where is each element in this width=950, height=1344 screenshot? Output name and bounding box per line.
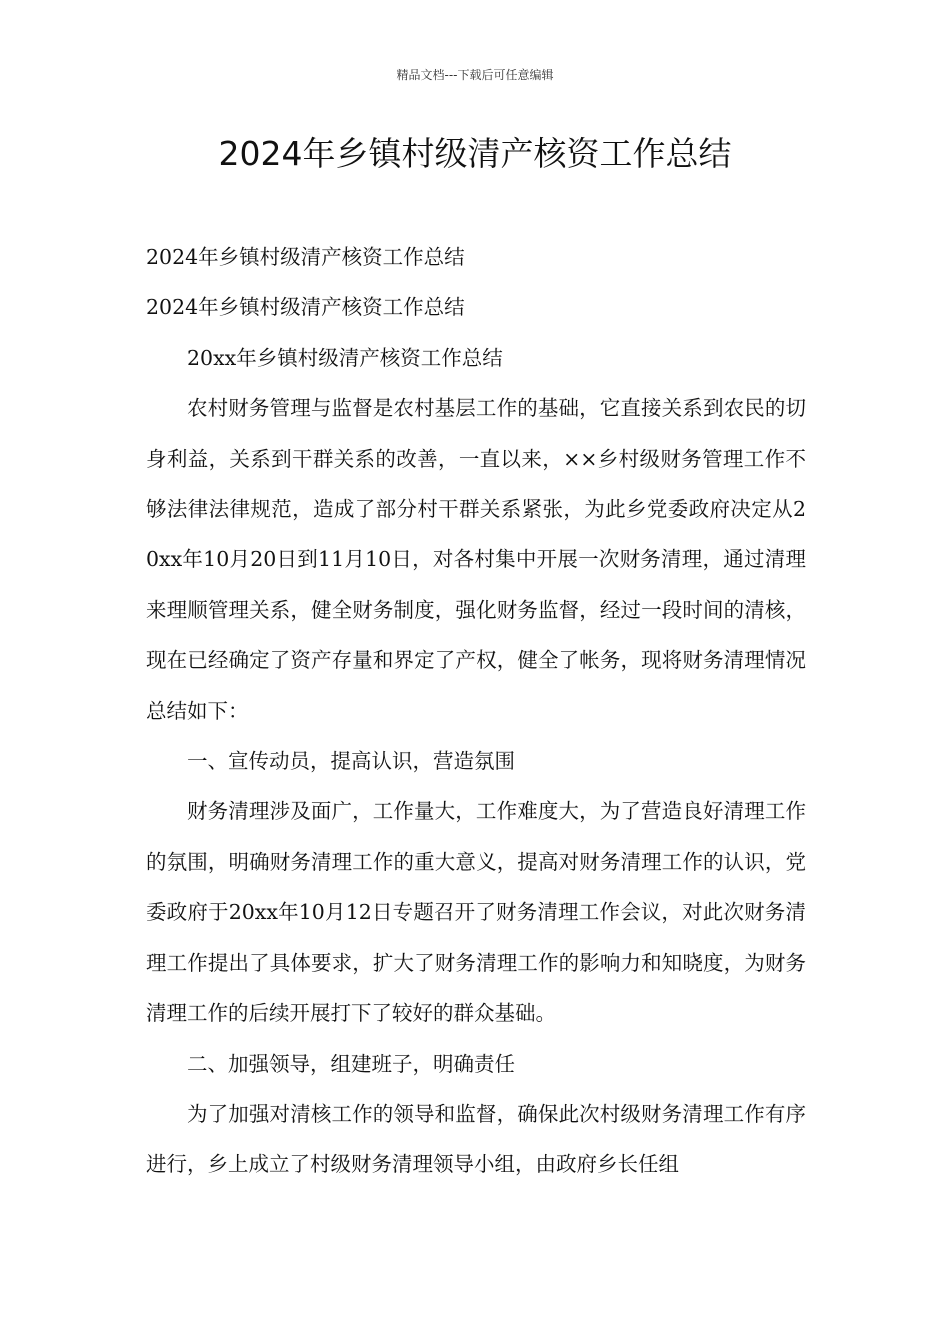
paragraph-section-2: 为了加强对清核工作的领导和监督，确保此次村级财务清理工作有序进行，乡上成立了村级财务清理领导小组，由政府乡长任组	[146, 1101, 806, 1177]
page-title: 2024年乡镇村级清产核资工作总结	[218, 134, 732, 173]
header-note: 精品文档---下载后可任意编辑	[396, 68, 554, 82]
section-heading-2: 二、加强领导，组建班子，明确责任	[187, 1051, 515, 1076]
paragraph-intro: 农村财务管理与监督是农村基层工作的基础，它直接关系到农民的切身利益，关系到干群关系的改善，一直以来，××乡村级财务管理工作不够法律法律规范，造成了部分村干群关系紧张，为此乡党委政府决定从20xx年10月20日到11月10日，对各村集中开展一次财务清理，通过清理来理顺管理关系，健全财务制度，强化财务监督，经过一段时间的清核，现在已经确定了资产存量和界定了产权，健全了帐务，现将财务清理情况总结如下：	[146, 396, 806, 723]
paragraph-subtitle-1: 2024年乡镇村级清产核资工作总结	[146, 245, 465, 269]
section-heading-1: 一、宣传动员，提高认识，营造氛围	[187, 749, 515, 774]
paragraph-section-1: 财务清理涉及面广，工作量大，工作难度大，为了营造良好清理工作的氛围，明确财务清理工作的重大意义，提高对财务清理工作的认识，党委政府于20xx年10月12日专题召开了财务清理工作会议，对此次财务清理工作提出了具体要求，扩大了财务清理工作的影响力和知晓度，为财务清理工作的后续开展打下了较好的群众基础。	[146, 799, 806, 1026]
paragraph-subtitle-2: 2024年乡镇村级清产核资工作总结	[146, 295, 465, 320]
paragraph-subtitle-3: 20xx年乡镇村级清产核资工作总结	[187, 345, 503, 370]
document-body	[146, 232, 806, 1190]
